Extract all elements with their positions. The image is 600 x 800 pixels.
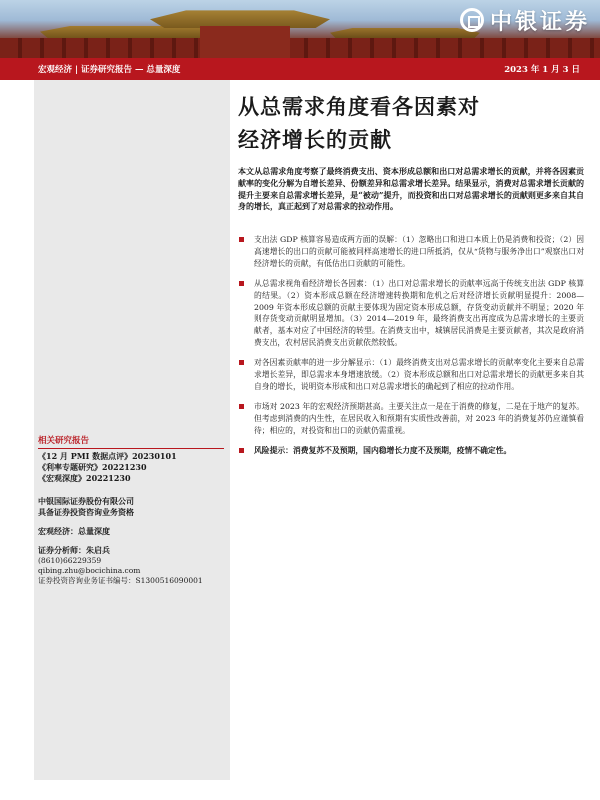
key-point-text: 市场对 2023 年的宏观经济预期甚高。主要关注点一是在于消费的修复，二是在于地产的复苏。但考虑到消费的内生性，在居民收入和预期有实质性改善前，对 2023 年的消费复苏仍应谨慎看待；相应的，对投资和出口的贡献仍需重视。 — [254, 401, 584, 435]
sidebar-content — [38, 436, 228, 586]
report-date: 2023 年 1 月 3 日 — [504, 65, 580, 75]
company-name: 中银国际证券股份有限公司 — [38, 496, 134, 506]
abstract: 本文从总需求角度考察了最终消费支出、资本形成总额和出口对总需求增长的贡献，并将各因素贡献率的变化分解为自增长差异、份额差异和总需求增长差异。结果显示，消费对总需求增长贡献的提升主要来自总需求增长差异，是“被动”提升，而投资和出口对总需求增长的贡献则更多来自其自身的增长，真正起到了对总需求的拉动作用。 — [238, 166, 584, 212]
key-point — [238, 445, 584, 457]
related-report-item[interactable]: 《利率专题研究》20221230 — [38, 462, 147, 472]
sidebar-category: 宏观经济：总量深度 — [38, 526, 110, 536]
key-point-text: 支出法 GDP 核算容易造成两方面的误解：（1）忽略出口和进口本质上仍是消费和投资；（2）因高速增长的出口的贡献可能被同样高速增长的进口所抵消，仅从“货物与服务净出口”观察出口对经济增长的贡献，有低估出口贡献的可能性。 — [254, 235, 584, 268]
title-line-2: 经济增长的贡献 — [238, 127, 392, 152]
bullet-square-icon — [239, 360, 244, 365]
key-points-list — [238, 234, 584, 465]
key-point — [238, 278, 584, 349]
analyst-license: 证券投资咨询业务证书编号：S1300516090001 — [38, 576, 203, 585]
banner-roof-main — [150, 6, 330, 28]
key-point — [238, 357, 584, 393]
brand-logo — [460, 4, 590, 36]
related-reports-heading: 相关研究报告 — [38, 436, 224, 449]
key-point — [238, 234, 584, 270]
key-point-text: 对各因素贡献率的进一步分解显示：（1）最终消费支出对总需求增长的贡献率变化主要来自总需求增长差异，即总需求本身增速放缓。（2）资本形成总额和出口对总需求增长的贡献更多来自其自身的增长，说明资本形成和出口对总需求增长的确起到了相应的拉动作用。 — [254, 358, 584, 391]
bullet-square-icon — [239, 448, 244, 453]
key-point — [238, 401, 584, 437]
sidebar — [34, 80, 230, 780]
banner-gate — [200, 26, 290, 58]
bullet-square-icon — [239, 237, 244, 242]
related-report-item[interactable]: 《宏观深度》20221230 — [38, 473, 131, 483]
analyst-email[interactable]: qibing.zhu@bocichina.com — [38, 566, 141, 575]
bullet-square-icon — [239, 404, 244, 409]
related-report-item[interactable]: 《12 月 PMI 数据点评》20230101 — [38, 451, 177, 461]
header-banner — [0, 0, 600, 58]
analyst-phone: (8610)66229359 — [38, 556, 102, 565]
page-title — [238, 90, 578, 156]
analyst-name: 证券分析师：朱启兵 — [38, 545, 110, 555]
banner-wall — [0, 38, 600, 58]
risk-warning-text: 风险提示：消费复苏不及预期，国内稳增长力度不及预期，疫情不确定性。 — [254, 445, 512, 455]
company-qualification: 具备证券投资咨询业务资格 — [38, 507, 134, 517]
report-category: 宏观经济 | 证券研究报告 — 总量深度 — [38, 65, 181, 75]
bank-of-china-logo-icon — [460, 8, 484, 32]
title-line-1: 从总需求角度看各因素对 — [238, 94, 480, 119]
bullet-square-icon — [239, 281, 244, 286]
brand-name: 中银证券 — [489, 9, 590, 35]
category-bar — [0, 58, 600, 80]
key-point-text: 从总需求视角看经济增长各因素：（1）出口对总需求增长的贡献率远高于传统支出法 GDP 核算的结果。（2）资本形成总额在经济增速转换期和危机之后对经济增长贡献明显提升：2008—2009 年资本形成总额的贡献主要体现为固定资本形成总额，存货变动贡献并不明显；2020 年则存货变动贡献明显增加。（3）2014—2019 年，最终消费支出再度成为总需求增长的主要贡献者，基本对应了中国经济的转型。在消费支出中，城镇居民消费是主要贡献者，其次是政府消费支出，农村居民消费支出贡献依然较低。 — [254, 278, 584, 348]
